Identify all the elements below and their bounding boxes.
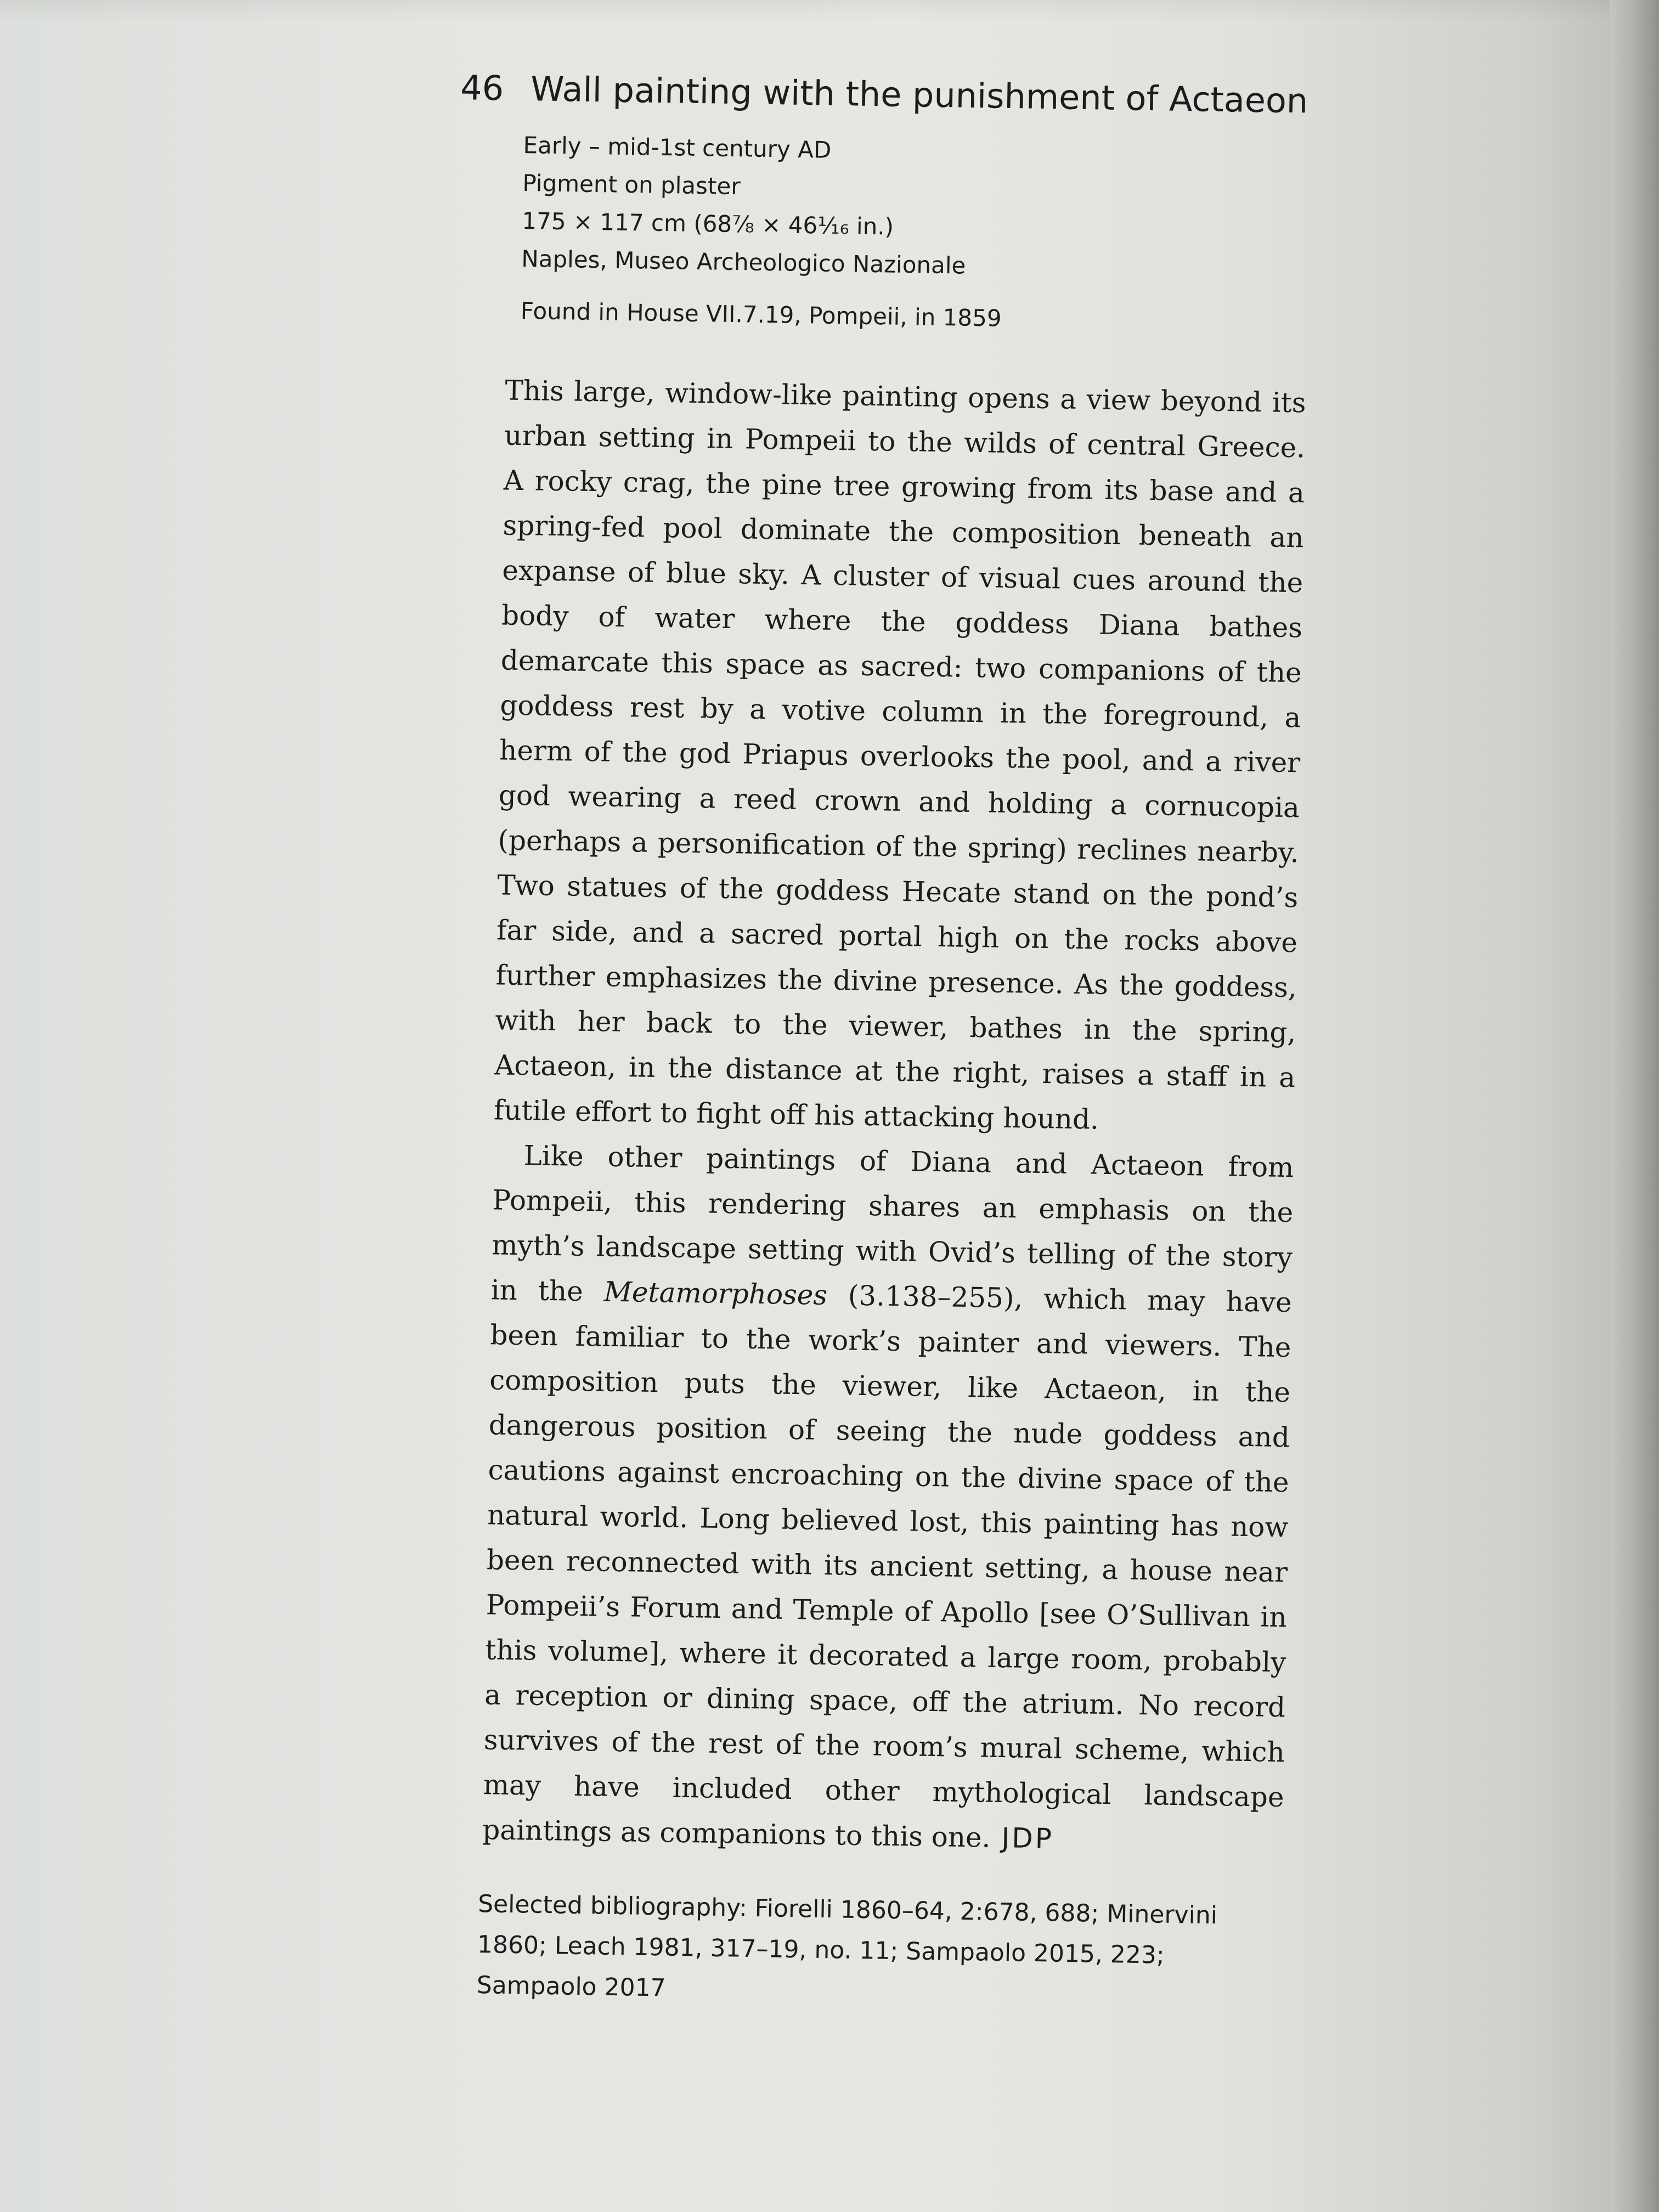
author-initials: JDP (1001, 1822, 1054, 1855)
meta-date: Early – mid-1st century AD (523, 131, 832, 163)
entry-title: Wall painting with the punishment of Actaeon (530, 69, 1308, 121)
page-gutter-shadow (1610, 0, 1659, 2212)
entry-heading (454, 60, 1311, 128)
paragraph-2-text-after: (3.138–255), which may have been familiar to the work’s painter and viewers. The composition puts the viewer, like Actaeon, in the dangerous position of seeing the nude goddess and cautions against encroaching on the divine space of the natural world. Long believed lost, this painting has now been reconnected with its ancient setting, a house near Pompeii’s Forum and Temple of Apollo [see O’Sullivan in this volume], where it decorated a large room, probably a reception or dining space, off the atrium. No record survives of the rest of the room’s mural scheme, which may have included other mythological landscape paintings as companions to this one. (482, 1279, 1293, 1854)
meta-medium: Pigment on plaster (522, 169, 741, 200)
body-paragraph-2 (482, 1132, 1294, 1865)
catalogue-entry (425, 60, 1311, 2018)
paragraph-2-text-before: Like other paintings of Diana and Actaeon from Pompeii, this rendering shares an emphasis on the myth’s landscape setting with Ovid’s telling of the story in the (490, 1139, 1294, 1308)
entry-number: 46 (460, 67, 504, 109)
selected-bibliography: Selected bibliography: Fiorelli 1860–64, 2:678, 688; Minervini 1860; Leach 1981, 317–19, no. 11; Sampaolo 2015, 223; Sampaolo 2017 (476, 1890, 1218, 2002)
meta-collection: Naples, Museo Archeologico Nazionale (521, 245, 966, 279)
page-top-shadow (0, 0, 1659, 22)
meta-dimensions: 175 × 117 cm (68⅞ × 46¹⁄₁₆ in.) (522, 207, 894, 240)
entry-metadata (520, 126, 1310, 342)
body-paragraph-1: This large, window-like painting opens a view beyond its urban setting in Pompeii to the wilds of central Greece. A rocky crag, the pine tree growing from its base and a spring-fed pool dominate the composition beneath an expanse of blue sky. A cluster of visual cues around the body of water where the goddess Diana bathes demarcate this space as sacred: two companions of the goddess rest by a votive column in the foreground, a herm of the god Priapus overlooks the pool, and a river god wearing a reed crown and holding a cornucopia (perhaps a personification of the spring) reclines nearby. Two statues of the goddess Hecate stand on the pond’s far side, and a sacred portal high on the rocks above further emphasizes the divine presence. As the goddess, with her back to the viewer, bathes in the spring, Actaeon, in the distance at the right, raises a staff in a futile effort to fight off his attacking hound. (493, 374, 1306, 1136)
meta-findspot: Found in House VII.7.19, Pompeii, in 1859 (520, 297, 1002, 332)
work-title-italic: Metamorphoses (603, 1276, 828, 1311)
entry-body (482, 368, 1306, 1865)
